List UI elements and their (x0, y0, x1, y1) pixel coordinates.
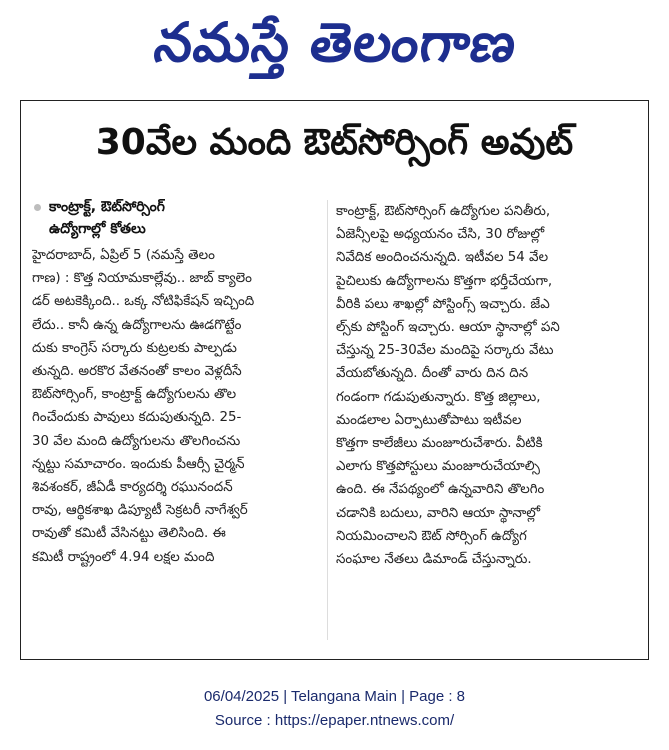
subheading-block (32, 196, 320, 240)
body-line: మండలాల ఏర్పాటుతోపాటు ఇటీవల (336, 412, 522, 428)
body-line: ఎలాగు కొత్తపోస్టులు మంజూరుచేయాల్సి (336, 459, 540, 475)
subheading-line: ఉద్యోగాల్లో కోతలు (49, 221, 146, 237)
body-line: నివేదిక అందించనున్నది. ఇటీవల 54 వేల (336, 250, 549, 266)
body-line: గండంగా గడుపుతున్నారు. కొత్త జిల్లాలు, (336, 389, 541, 405)
body-line: ఔట్‌సోర్సింగ్, కాంట్రాక్ట్ ఉద్యోగులను తొల (32, 387, 237, 403)
subheading (49, 196, 165, 240)
footer-source: Source : https://epaper.ntnews.com/ (214, 712, 455, 729)
body-line: 30 వేల మంది ఉద్యోగులను తొలగించను (32, 433, 241, 449)
body-line: ల్స్‌కు పోస్టింగ్ ఇచ్చారు. ఆయా స్థానాల్లో పని (336, 320, 560, 336)
body-line: శివశంకర్, జీఏడీ కార్యదర్శి రఘునందన్ (32, 480, 233, 496)
body-line: వీరికి పలు శాఖల్లో పోస్టింగ్స్ ఇచ్చారు. జేఎ (336, 296, 550, 312)
article-headline: 30వేల మంది ఔట్‌సోర్సింగ్ అవుట్ (95, 122, 574, 163)
masthead-logo (0, 0, 669, 98)
body-line: ఏజెన్సీలపై అధ్యయనం చేసి, 30 రోజుల్లో (336, 227, 545, 243)
body-line: పైచిలుకు ఉద్యోగాలను కొత్తగా భర్తీచేయగా, (336, 273, 553, 289)
subheading-line: కాంట్రాక్ట్, ఔట్‌సోర్సింగ్ (49, 199, 165, 215)
body-line: రావుతో కమిటీ వేసినట్టు తెలిసింది. ఈ (32, 526, 226, 542)
body-line: తున్నది. అరకొర వేతనంతో కాలం వెళ్లదీసే (32, 364, 242, 380)
body-line: గించేందుకు పావులు కదుపుతున్నది. 25- (32, 410, 242, 426)
body-line: కాంట్రాక్ట్, ఔట్‌సోర్సింగ్ ఉద్యోగుల పనితీరు, (336, 204, 551, 219)
body-line: ఉంది. ఈ నేపథ్యంలో ఉన్నవారిని తొలగిం (336, 482, 545, 498)
body-line: లేదు.. కానీ ఉన్న ఉద్యోగాలను ఊడగొట్టేం (32, 317, 242, 333)
body-line: వేయబోతున్నది. దీంతో వారు దిన దిన (336, 366, 529, 382)
body-line: చడానికి బదులు, వారిని ఆయా స్థానాల్లో (336, 505, 541, 521)
body-line: చేస్తున్న 25-30వేల మందిపై సర్కారు వేటు (336, 343, 554, 359)
body-line: నియమించాలని ఔట్ సోర్సింగ్ ఉద్యోగ (336, 528, 527, 544)
article-left-column (32, 196, 320, 569)
body-line: సంఘాల నేతలు డిమాండ్ చేస్తున్నారు. (336, 552, 532, 568)
body-line: హైదరాబాద్, ఏప్రిల్ 5 (నమస్తే తెలం (32, 248, 215, 263)
body-line: కొత్తగా కాలేజీలు మంజూరుచేశారు. వీటికి (336, 436, 543, 452)
masthead-title: నమస్తే తెలంగాణ (150, 10, 521, 74)
body-line: గాణ) : కొత్త నియామకాల్లేవు.. జాబ్ క్యాలెం (32, 271, 252, 287)
article-right-column (336, 200, 642, 571)
body-line: న్నట్టు సమాచారం. ఇందుకు పీఆర్సీ చైర్మన్ (32, 456, 245, 472)
body-line: రావు, ఆర్థికశాఖ డిప్యూటీ సెక్రటరీ నాగేశ్వర్ (32, 503, 248, 519)
body-line: కమిటీ రాష్ట్రంలో 4.94 లక్షల మంది (32, 549, 215, 565)
footer-edition-info: 06/04/2025 | Telangana Main | Page : 8 (203, 688, 466, 705)
bullet-icon (34, 204, 41, 211)
body-line: డర్ అటకెక్కింది.. ఒక్క నోటిఫికేషన్ ఇచ్చింది (32, 294, 255, 310)
column-divider (327, 200, 328, 640)
body-line: దుకు కాంగ్రెస్ సర్కారు కుట్రలకు పాల్పడు (32, 340, 237, 356)
